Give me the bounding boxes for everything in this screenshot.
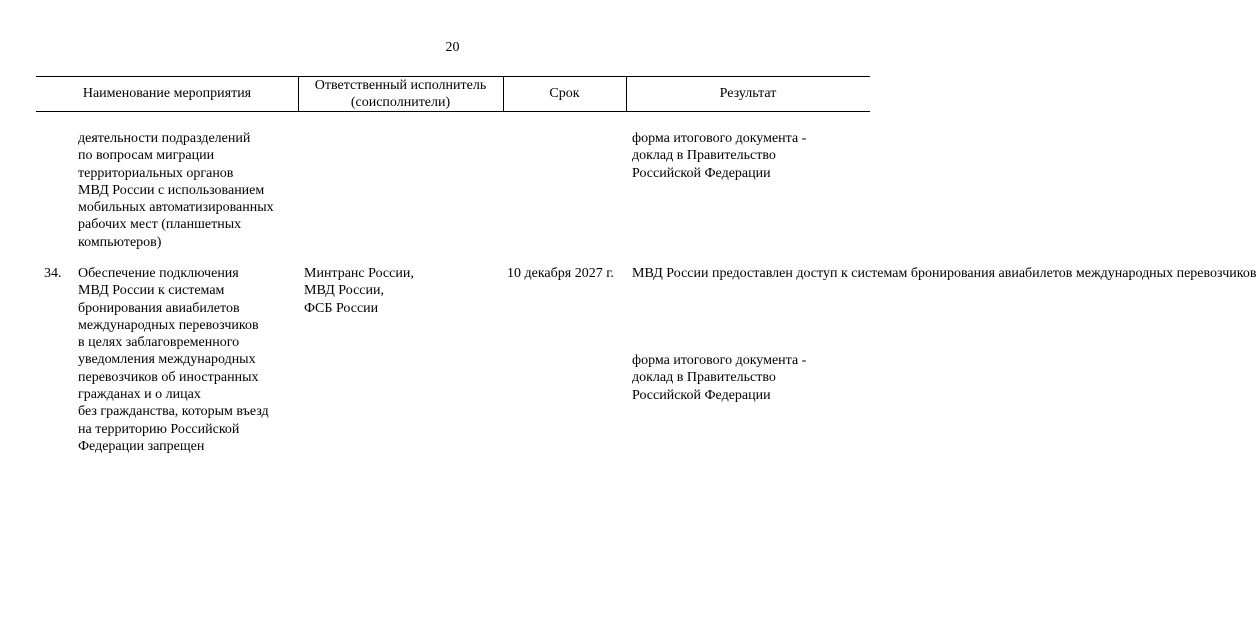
row-34-result-form: форма итогового документа - доклад в Правительство Российской Федерации: [632, 353, 807, 403]
header-deadline-label: Срок: [549, 86, 580, 101]
header-deadline: [503, 76, 626, 111]
header-name: [36, 76, 298, 111]
continued-row-name: деятельности подразделений по вопросам миграции территориальных органов МВД России с использованием мобильных автоматизированных рабочих мест (планшетных компьютеров): [78, 131, 274, 250]
header-result: [626, 76, 870, 111]
table-header-bottom-rule: [36, 111, 870, 112]
header-executor-label: Ответственный исполнитель (соисполнители): [314, 77, 487, 110]
row-34-executor: Минтранс России, МВД России, ФСБ России: [304, 266, 414, 316]
row-34-deadline: 10 декабря 2027 г.: [507, 266, 614, 281]
page-number: 20: [445, 40, 460, 55]
header-name-label: Наименование мероприятия: [82, 86, 252, 101]
row-34-number: 34.: [44, 266, 62, 281]
row-34-result: МВД России предоставлен доступ к системам бронирования авиабилетов международных перевозчиков: [632, 266, 1257, 281]
header-result-label: Результат: [719, 86, 777, 101]
continued-row-result: форма итогового документа - доклад в Правительство Российской Федерации: [632, 131, 807, 181]
header-executor: [298, 76, 503, 111]
row-34-name: Обеспечение подключения МВД России к системам бронирования авиабилетов международных перевозчиков в целях заблаговременного уведомления международных перевозчиков об иностранных гражданах и о лицах без гражданства, которым въезд на территорию Российской Федерации запрещен: [78, 266, 269, 454]
